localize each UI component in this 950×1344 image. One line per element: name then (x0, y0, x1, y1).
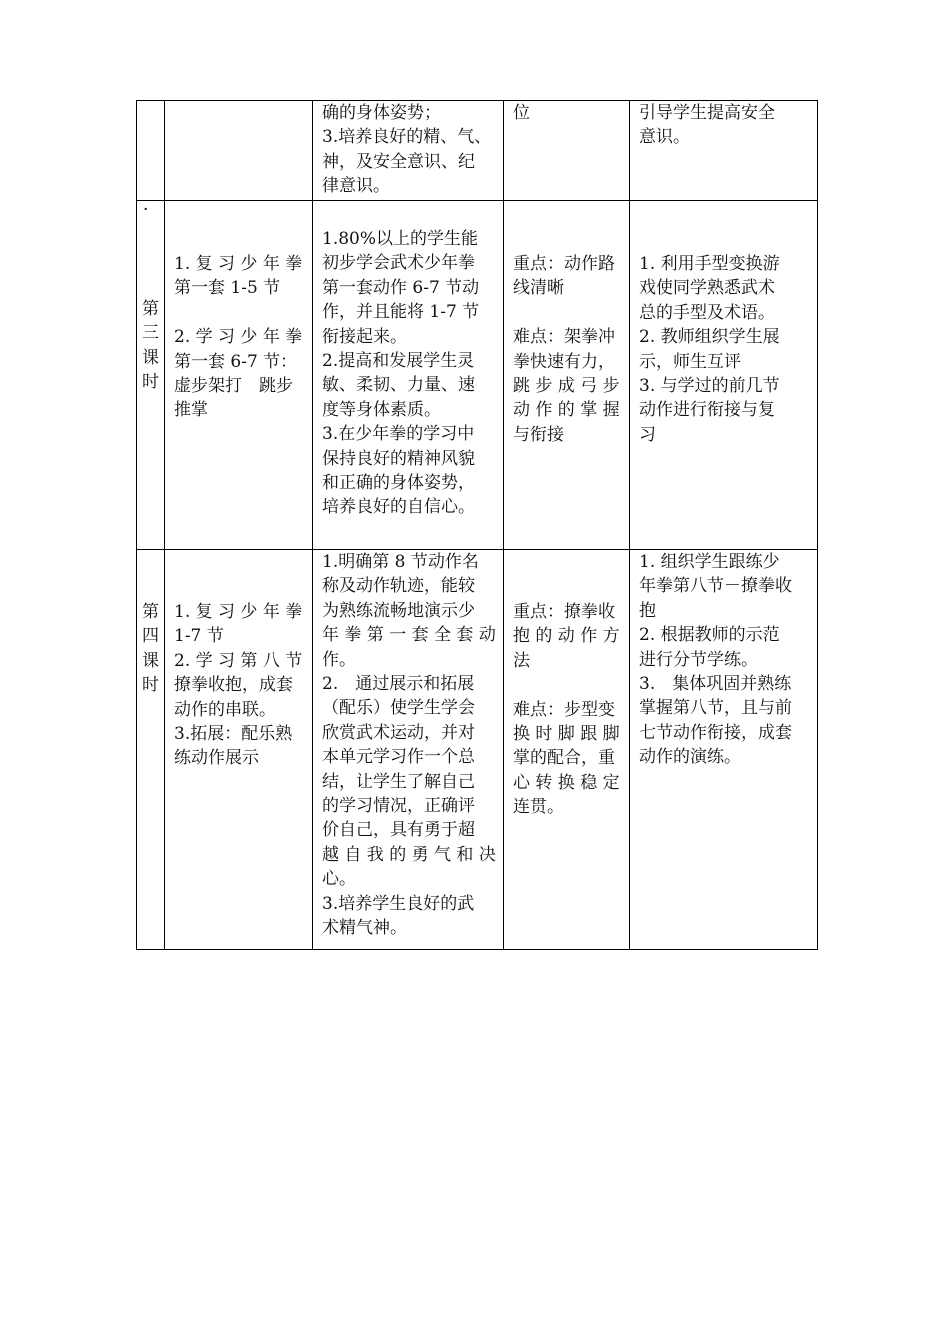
keypoints-line: 掌的配合，重 (513, 748, 615, 769)
goals-line: 本单元学习作一个总 (322, 747, 475, 768)
row-marker: · (143, 200, 149, 220)
content-line: 3.拓展：配乐熟 (174, 724, 293, 745)
methods-cell (630, 101, 818, 201)
table-row (137, 550, 818, 950)
goals-line: 价自己，具有勇于超 (322, 820, 475, 841)
content-line: 推掌 (174, 400, 208, 421)
methods-line: 引导学生提高安全 (639, 103, 775, 123)
keypoints-line: 难点：架拳冲 (513, 327, 615, 348)
content-line: 第一套 6-7 节： (174, 351, 298, 372)
content-line: 2. 学 习 少 年 拳 (174, 327, 303, 348)
methods-line: 1. 利用手型变换游 (639, 254, 780, 274)
methods-line: 2. 教师组织学生展 (639, 327, 780, 348)
methods-line: 3. 集体巩固并熟练 (639, 674, 792, 695)
content-line: 撩拳收抱，成套 (174, 675, 293, 696)
methods-line: 总的手型及术语。 (639, 302, 775, 323)
content-line: 1. 复 习 少 年 拳 (174, 602, 303, 622)
keypoints-line: 拳快速有力， (513, 351, 615, 372)
lesson-label-char: 第 (142, 602, 159, 622)
content-line: 第一套 1-5 节 (174, 278, 281, 299)
keypoints-line: 线清晰 (513, 278, 564, 299)
table-row (137, 201, 818, 550)
content-cell (165, 201, 313, 550)
keypoints-line: 跳 步 成 弓 步 (513, 376, 620, 397)
goals-line: 术精气神。 (322, 918, 407, 939)
goals-line: 欣赏武术运动，并对 (322, 722, 475, 743)
goals-line: 的学习情况，正确评 (322, 796, 475, 817)
lesson-label-char: 时 (142, 372, 159, 393)
goals-line: 神，及安全意识、纪 (322, 151, 475, 172)
keypoints-line: 重点：撩拳收 (513, 602, 615, 622)
methods-line: 习 (639, 424, 656, 445)
goals-line: 2.提高和发展学生灵 (322, 351, 475, 372)
methods-line: 年拳第八节－撩拳收 (639, 576, 792, 597)
methods-line: 动作进行衔接与复 (639, 400, 775, 421)
goals-line: 作，并且能将 1-7 节 (322, 302, 480, 323)
goals-line: 确的身体姿势； (322, 103, 441, 123)
goals-line: 越 自 我 的 勇 气 和 决 (322, 844, 496, 865)
goals-cell (313, 201, 504, 550)
keypoints-line (513, 301, 620, 325)
goals-line: 和正确的身体姿势， (322, 473, 475, 494)
goals-line: 敏、柔韧、力量、速 (322, 375, 475, 396)
goals-line: 作。 (322, 649, 356, 670)
keypoints-line: 连贯。 (513, 797, 564, 818)
goals-line: 培养良好的自信心。 (322, 497, 475, 518)
goals-line: （配乐）使学生学会 (322, 698, 475, 719)
goals-line: 初步学会武术少年拳 (322, 253, 475, 274)
lesson-plan-table (136, 100, 818, 950)
content-line: 虚步架打 跳步 (174, 376, 293, 397)
lesson-label-cell (137, 101, 165, 201)
goals-line: 3.在少年拳的学习中 (322, 424, 475, 445)
methods-line: 3. 与学过的前几节 (639, 376, 780, 397)
goals-line: 衔接起来。 (322, 326, 407, 347)
keypoints-line (513, 673, 620, 697)
lesson-label-cell (137, 550, 165, 950)
keypoints-line: 换 时 脚 跟 脚 (513, 724, 620, 745)
goals-line: 2. 通过展示和拓展 (322, 674, 475, 695)
keypoints-line: 重点：动作路 (513, 254, 615, 274)
methods-line: 1. 组织学生跟练少 (639, 552, 780, 572)
lesson-label-char: 第 (142, 299, 159, 319)
goals-line: 称及动作轨迹，能较 (322, 576, 475, 597)
keypoints-line: 位 (513, 103, 530, 123)
methods-line: 七节动作衔接，成套 (639, 722, 792, 743)
keypoints-cell (504, 550, 630, 950)
goals-line: 第一套动作 6-7 节动 (322, 277, 480, 298)
keypoints-line: 抱 的 动 作 方 (513, 626, 620, 647)
methods-line: 动作的演练。 (639, 747, 741, 768)
goals-line: 3.培养良好的精、气、 (322, 127, 492, 148)
keypoints-cell (504, 101, 630, 201)
content-cell (165, 101, 313, 201)
methods-line: 示，师生互评 (639, 351, 741, 372)
lesson-label-char: 四 (142, 626, 159, 647)
goals-cell (313, 550, 504, 950)
methods-line: 2. 根据教师的示范 (639, 625, 780, 646)
methods-cell (630, 201, 818, 550)
lesson-label-char: 三 (142, 323, 159, 344)
goals-line: 结，让学生了解自己 (322, 771, 475, 792)
table-row (137, 101, 818, 201)
keypoints-line: 心 转 换 稳 定 (513, 772, 620, 793)
methods-line: 掌握第八节，且与前 (639, 698, 792, 719)
keypoints-line: 法 (513, 650, 530, 671)
goals-line: 1.80%以上的学生能 (322, 229, 479, 249)
methods-cell (630, 550, 818, 950)
content-cell (165, 550, 313, 950)
lesson-label-char: 课 (142, 347, 159, 368)
goals-line: 心。 (322, 869, 356, 890)
lesson-label-cell (137, 201, 165, 550)
keypoints-line: 动 作 的 掌 握 (513, 400, 620, 421)
content-line: 1. 复 习 少 年 拳 (174, 254, 303, 274)
content-line: 练动作展示 (174, 748, 259, 769)
goals-cell (313, 101, 504, 201)
methods-line: 意识。 (639, 127, 690, 148)
methods-line: 戏使同学熟悉武术 (639, 278, 775, 299)
goals-line: 为熟练流畅地演示少 (322, 600, 475, 621)
lesson-label-char: 时 (142, 675, 159, 696)
methods-line: 进行分节学练。 (639, 649, 758, 670)
methods-line: 抱 (639, 600, 656, 621)
goals-line: 保持良好的精神风貌 (322, 448, 475, 469)
content-line: 1-7 节 (174, 626, 224, 647)
content-line: 动作的串联。 (174, 699, 276, 720)
keypoints-line: 与衔接 (513, 424, 564, 445)
keypoints-cell (504, 201, 630, 550)
goals-line: 年 拳 第 一 套 全 套 动 (322, 625, 496, 646)
keypoints-line: 难点：步型变 (513, 699, 615, 720)
content-line: 2. 学 习 第 八 节 (174, 650, 303, 671)
goals-line: 3.培养学生良好的武 (322, 893, 475, 914)
goals-line: 律意识。 (322, 176, 390, 197)
goals-line: 1.明确第 8 节动作名 (322, 552, 479, 572)
goals-line: 度等身体素质。 (322, 399, 441, 420)
content-line (174, 301, 303, 325)
lesson-label-char: 课 (142, 650, 159, 671)
